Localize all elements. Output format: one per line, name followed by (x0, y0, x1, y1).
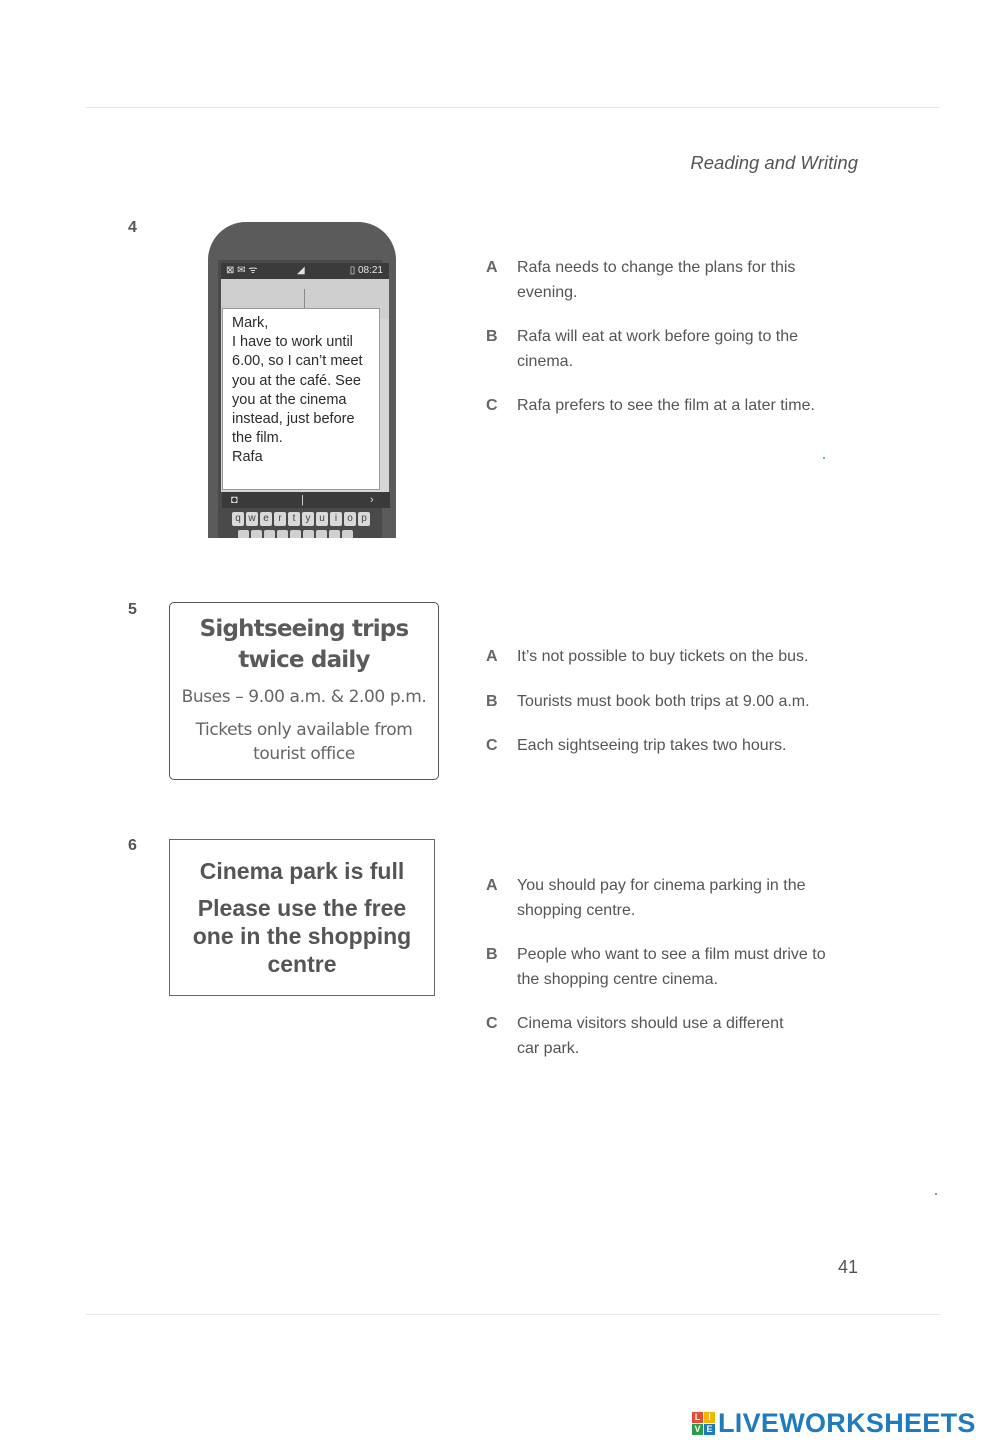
brand-name: LIVEWORKSHEETS (718, 1407, 976, 1438)
message-line: the film. (232, 430, 283, 447)
keyboard-key: r (274, 512, 286, 526)
bottom-rule (86, 1314, 940, 1315)
option-text: Rafa needs to change the plans for this evening. (517, 259, 796, 301)
message-line: Rafa (232, 449, 263, 466)
message-line: 6.00, so I can’t meet (232, 353, 363, 370)
option-6b[interactable] (486, 943, 846, 992)
option-letter: B (486, 692, 498, 710)
keyboard-key: e (260, 512, 272, 526)
option-letter: B (486, 328, 498, 345)
question-number-4: 4 (128, 219, 137, 236)
message-text (232, 314, 380, 468)
option-text: Each sightseeing trip takes two hours. (517, 737, 787, 754)
option-letter: A (486, 259, 498, 276)
sign-title (170, 614, 438, 676)
cinema-park-sign (169, 839, 435, 996)
sign-title-line: twice daily (238, 647, 370, 673)
option-5a[interactable] (486, 645, 866, 670)
phone-status-bar (221, 263, 389, 279)
keyboard-key: w (246, 512, 258, 526)
message-line: you at the cinema (232, 391, 347, 408)
send-icon: › (370, 494, 374, 506)
options-q4 (486, 256, 846, 439)
keyboard-row (232, 512, 370, 526)
options-q6 (486, 874, 846, 1081)
option-letter: C (486, 1015, 498, 1032)
option-letter: B (486, 946, 498, 963)
option-text: Tourists must book both trips at 9.00 a.m. (517, 692, 810, 710)
option-4b[interactable] (486, 325, 846, 374)
logo-letter: E (704, 1424, 715, 1435)
option-text: It’s not possible to buy tickets on the bus. (517, 648, 809, 665)
option-5c[interactable] (486, 734, 866, 759)
keyboard-key: t (288, 512, 300, 526)
sightseeing-sign (169, 602, 439, 780)
signal-icon: ◢ (297, 265, 305, 276)
section-title: Reading and Writing (690, 152, 858, 173)
camera-icon: ◘ (231, 494, 238, 506)
option-5b[interactable] (486, 690, 866, 715)
battery-time: ▯ 08:21 (349, 265, 383, 276)
sign-tickets-line: tourist office (253, 744, 355, 764)
message-line: you at the café. See (232, 372, 361, 389)
top-rule (86, 107, 940, 108)
message-line: Mark, (232, 315, 269, 331)
phone-input-bar (222, 492, 390, 508)
keyboard-key: q (232, 512, 244, 526)
message-line: I have to work until (232, 334, 353, 351)
option-text: Rafa will eat at work before going to the cinema. (517, 328, 799, 370)
liveworksheets-logo-icon (692, 1412, 715, 1435)
sign-bus-times: Buses – 9.00 a.m. & 2.00 p.m. (181, 687, 427, 707)
option-text: You should pay for cinema parking in the shopping centre. (517, 877, 806, 919)
input-cursor: | (301, 494, 304, 506)
message-line: instead, just before (232, 411, 355, 428)
logo-letter: I (704, 1412, 715, 1423)
option-4a[interactable] (486, 256, 846, 305)
option-letter: C (486, 397, 498, 414)
sign-body-line: centre (267, 951, 337, 977)
sign-tickets-line: Tickets only available from (195, 720, 413, 740)
status-time: 08:21 (357, 265, 383, 276)
option-6a[interactable] (486, 874, 846, 923)
keyboard-key: i (330, 512, 342, 526)
sign-title-line: Sightseeing trips (199, 616, 409, 642)
options-q5 (486, 645, 866, 779)
sign-heading: Cinema park is full (199, 858, 405, 884)
sign-body-line: one in the shopping (192, 923, 412, 949)
option-4c[interactable] (486, 394, 846, 419)
message-box (222, 308, 380, 490)
option-text: Rafa prefers to see the film at a later time. (517, 397, 815, 414)
option-text: Cinema visitors should use a different car park. (517, 1015, 784, 1057)
keyboard-row-2 (238, 530, 353, 538)
scan-speck (935, 1193, 937, 1195)
page-number: 41 (838, 1257, 859, 1277)
logo-letter: V (692, 1424, 703, 1435)
question-number-6: 6 (128, 837, 137, 854)
option-letter: C (486, 737, 498, 754)
sign-body-line: Please use the free (197, 895, 407, 921)
status-icons: ⊠ ✉ ᯤ (226, 265, 258, 276)
question-number-5: 5 (128, 601, 137, 618)
keyboard-key: y (302, 512, 314, 526)
keyboard-key: u (316, 512, 328, 526)
keyboard-key: o (344, 512, 356, 526)
text-cursor (304, 289, 305, 309)
option-text: People who want to see a film must drive to the shopping centre cinema. (517, 946, 826, 988)
scan-speck (823, 457, 825, 459)
logo-letter: L (692, 1412, 703, 1423)
option-letter: A (486, 648, 498, 665)
option-letter: A (486, 877, 498, 894)
keyboard-key: p (358, 512, 370, 526)
sign-body (170, 894, 434, 978)
liveworksheets-brand[interactable] (692, 1408, 976, 1438)
sign-tickets (170, 718, 438, 766)
option-6c[interactable] (486, 1012, 846, 1061)
